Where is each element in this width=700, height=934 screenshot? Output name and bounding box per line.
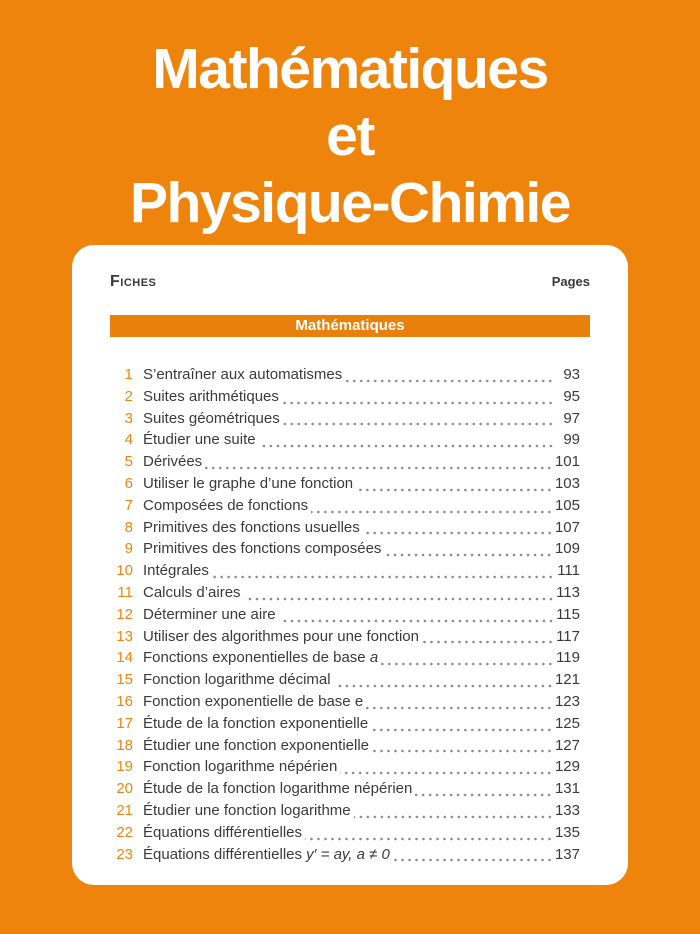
toc-row-title: Fonction logarithme décimal: [143, 671, 331, 689]
toc-row-number: 15: [116, 671, 133, 689]
toc-row-page: 129: [554, 758, 580, 776]
toc-row: [110, 846, 590, 868]
toc-row-math: a: [369, 649, 379, 667]
fiches-label: Fiches: [110, 273, 157, 290]
toc-row-number: 23: [116, 845, 133, 863]
toc-row-title: Composées de fonctions: [143, 496, 309, 514]
toc-row-page: 133: [554, 801, 580, 819]
toc-leader-dots: [334, 684, 553, 688]
toc-leader-dots: [393, 858, 553, 862]
toc-row: [110, 584, 590, 606]
toc-row-number: 11: [117, 583, 133, 601]
toc-row-number: 4: [124, 431, 133, 449]
toc-row-page: 127: [554, 736, 580, 754]
toc-row-title: Utiliser le graphe d’une fonction: [143, 474, 354, 492]
toc-row-page: 111: [557, 562, 580, 580]
toc-leader-dots: [356, 488, 553, 492]
toc-row-title: Étudier une suite: [143, 431, 256, 449]
toc-row: [110, 453, 590, 475]
toc-row-page: 135: [554, 823, 580, 841]
toc-row-page: 99: [563, 431, 580, 449]
toc-row-number: 8: [124, 518, 133, 536]
section-banner: Mathématiques: [110, 315, 590, 337]
toc-row-page: 115: [556, 605, 580, 623]
toc-row: [110, 497, 590, 519]
toc-row-number: 7: [124, 496, 133, 514]
toc-row-title: Étudier une fonction logarithme: [143, 801, 351, 819]
toc-row-number: 17: [116, 714, 133, 732]
toc-row-title: Intégrales: [143, 562, 209, 580]
toc-leader-dots: [422, 640, 554, 644]
toc-row: [110, 824, 590, 846]
toc-row-page: 103: [554, 474, 580, 492]
toc-row-page: 119: [556, 649, 580, 667]
toc-row-title: Fonction exponentielle de base e: [143, 692, 364, 710]
toc-row: [110, 431, 590, 453]
book-title: [0, 36, 700, 237]
toc-leader-dots: [279, 619, 554, 623]
toc-row-title: Fonction logarithme népérien: [143, 758, 338, 776]
toc-row-number: 1: [124, 366, 133, 383]
toc-leader-dots: [371, 728, 553, 732]
toc-row-page: 97: [563, 409, 580, 427]
toc-row-page: 107: [554, 518, 580, 536]
toc-row-title: Utiliser des algorithmes pour une fonction: [143, 627, 419, 645]
toc-row-page: 93: [563, 366, 580, 383]
toc-row-title: Déterminer une aire: [143, 605, 276, 623]
toc-leader-dots: [381, 662, 554, 666]
book-title-line-2: et: [326, 104, 374, 168]
toc-row: [110, 519, 590, 541]
toc-row-number: 14: [116, 649, 133, 667]
toc-row: [110, 737, 590, 759]
toc-row-page: 131: [554, 780, 580, 798]
toc-leader-dots: [363, 531, 553, 535]
toc-row: [110, 758, 590, 780]
toc-row-number: 2: [124, 387, 133, 405]
toc-row-title: Équations différentielles y′ = ay, a ≠ 0: [143, 845, 390, 863]
toc-row-page: 121: [554, 671, 580, 689]
toc-row-page: 105: [554, 496, 580, 514]
toc-row-title: Dérivées: [143, 453, 203, 471]
toc-row-number: 3: [124, 409, 133, 427]
toc-row: [110, 693, 590, 715]
toc-row-title: S’entraîner aux automatismes: [143, 366, 343, 383]
toc-row: [110, 649, 590, 671]
toc-leader-dots: [345, 379, 554, 383]
toc-row: [110, 628, 590, 650]
toc-list: [110, 366, 590, 867]
toc-row-number: 12: [116, 605, 133, 623]
toc-row-number: 13: [116, 627, 133, 645]
toc-row: [110, 780, 590, 802]
toc-row-number: 22: [116, 823, 133, 841]
toc-row-number: 16: [116, 692, 133, 710]
toc-leader-dots: [415, 793, 553, 797]
toc-row: [110, 388, 590, 410]
toc-row: [110, 475, 590, 497]
toc-leader-dots: [283, 422, 554, 426]
toc-row: [110, 802, 590, 824]
toc-row: [110, 562, 590, 584]
contents-card-header: [110, 273, 590, 293]
toc-row: [110, 715, 590, 737]
toc-leader-dots: [372, 749, 553, 753]
toc-leader-dots: [366, 706, 553, 710]
toc-row: [110, 671, 590, 693]
toc-row-page: 117: [556, 627, 580, 645]
book-title-line-3: Physique-Chimie: [130, 171, 570, 235]
toc-row-page: 125: [554, 714, 580, 732]
toc-row-page: 123: [554, 692, 580, 710]
toc-leader-dots: [305, 837, 553, 841]
toc-leader-dots: [259, 444, 554, 448]
toc-row: [110, 410, 590, 432]
contents-card: [72, 245, 628, 885]
toc-row-number: 19: [116, 758, 133, 776]
toc-row-number: 20: [116, 780, 133, 798]
toc-row-title: Calculs d’aires: [143, 583, 241, 601]
toc-row-math: y′ = ay, a ≠ 0: [306, 845, 390, 863]
toc-leader-dots: [340, 771, 553, 775]
toc-leader-dots: [212, 575, 554, 579]
toc-leader-dots: [384, 553, 553, 557]
toc-row-title: Primitives des fonctions usuelles: [143, 518, 360, 536]
toc-row-title: Suites arithmétiques: [143, 387, 279, 405]
pages-label: Pages: [551, 274, 590, 289]
toc-row-page: 109: [554, 540, 580, 558]
toc-row-title: Étude de la fonction logarithme népérien: [143, 780, 413, 798]
toc-row-title: Étude de la fonction exponentielle: [143, 714, 369, 732]
toc-row-number: 5: [124, 453, 133, 471]
toc-leader-dots: [244, 597, 554, 601]
toc-row-page: 101: [554, 453, 580, 471]
toc-row-number: 10: [116, 562, 133, 580]
toc-row-page: 137: [554, 845, 580, 863]
toc-leader-dots: [354, 815, 553, 819]
toc-row-title: Suites géométriques: [143, 409, 280, 427]
book-title-line-1: Mathématiques: [152, 37, 548, 101]
toc-row-number: 9: [124, 540, 133, 558]
toc-row-number: 6: [124, 474, 133, 492]
toc-row-number: 18: [116, 736, 133, 754]
toc-row-title: Étudier une fonction exponentielle: [143, 736, 369, 754]
toc-leader-dots: [311, 510, 553, 514]
toc-leader-dots: [205, 466, 553, 470]
toc-row-page: 95: [563, 387, 580, 405]
toc-row-title: Fonctions exponentielles de base a: [143, 649, 379, 667]
toc-row-title: Équations différentielles: [143, 823, 302, 841]
toc-row: [110, 540, 590, 562]
toc-row: [110, 366, 590, 388]
toc-row: [110, 606, 590, 628]
toc-row-page: 113: [556, 583, 580, 601]
toc-row-title: Primitives des fonctions composées: [143, 540, 382, 558]
toc-leader-dots: [282, 401, 554, 405]
toc-row-number: 21: [116, 801, 133, 819]
